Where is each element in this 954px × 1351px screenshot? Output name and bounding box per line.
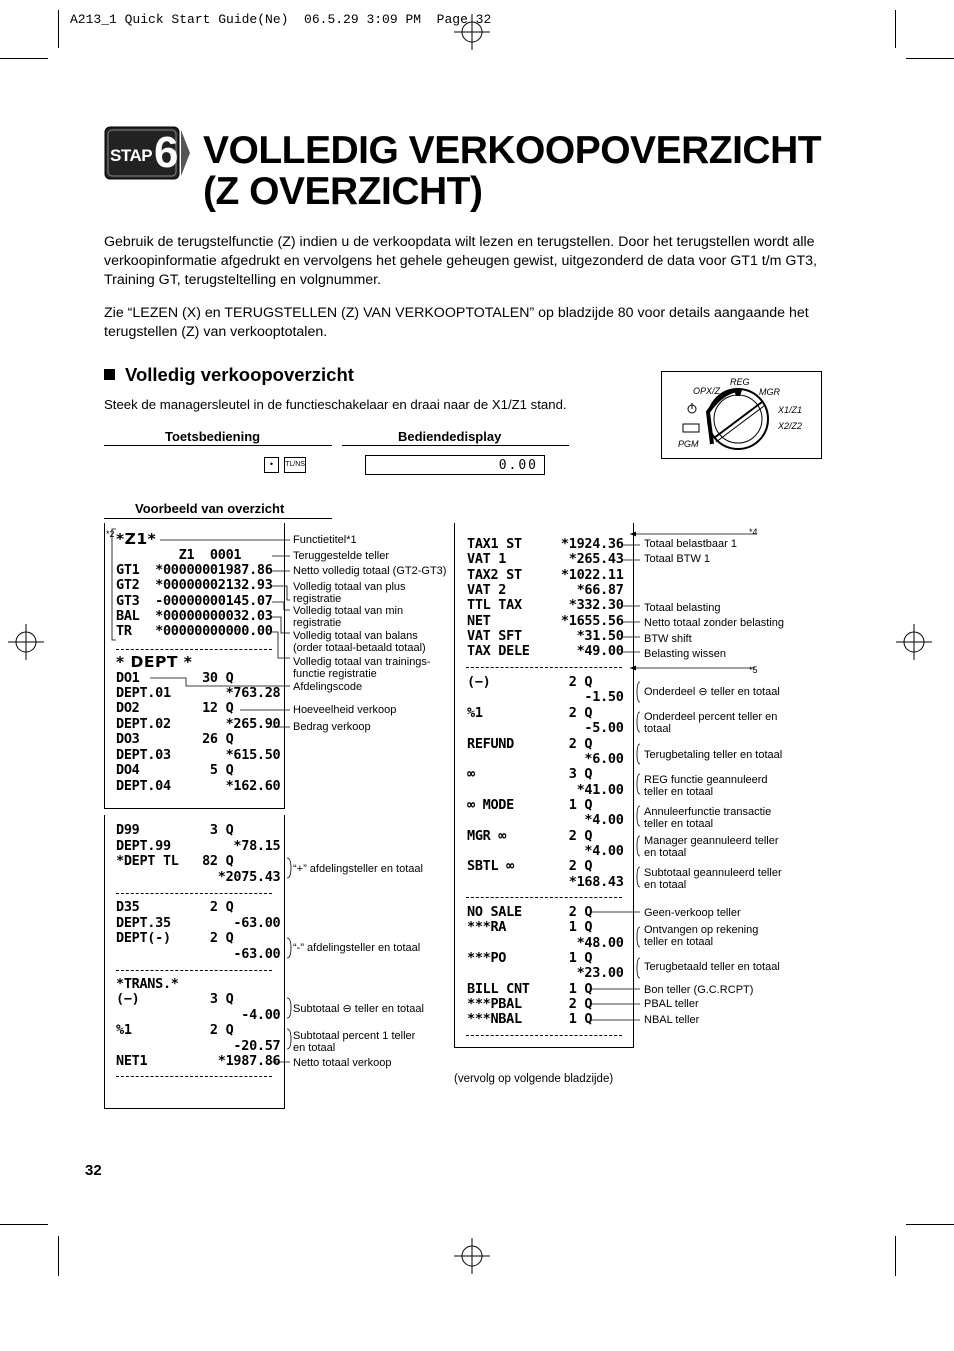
receipt-line: %1 2 Q [116,1022,234,1038]
note-line: totaal [644,723,671,735]
receipt-line: -5.00 [467,720,624,736]
receipt-line: -4.00 [116,1007,281,1023]
note-line: Volledig totaal van plus [293,581,406,593]
receipt-line: *DEPT TL 82 Q [116,853,234,869]
instruction-text: Steek de managersleutel in de functieschakelaar en draai naar de X1/Z1 stand. [104,397,567,412]
note-plus-dept: “+” afdelingsteller en totaal [293,863,423,875]
receipt-line: VAT SFT *31.50 [467,628,624,644]
receipt-line: MGR ∞ 2 Q [467,828,593,844]
receipt-line: SBTL ∞ 2 Q [467,858,593,874]
receipt-line: *41.00 [467,782,624,798]
note-item-percent [644,711,777,735]
note-item-minus: Onderdeel ⊖ teller en totaal [644,686,780,698]
receipt-line: NO SALE 2 Q [467,904,593,920]
receipt-line: GT2 *00000002132.93 [116,577,273,593]
receipt-line: DEPT.99 *78.15 [116,838,281,854]
note-net-total: Netto totaal verkoop [293,1057,392,1069]
note-line: Manager geannuleerd teller [644,835,779,847]
note-paid-out: Terugbetaald teller en totaal [644,961,780,973]
key-tlns: TL/NS [284,457,306,473]
receipt-line: DEPT.01 *763.28 [116,685,281,701]
receipt-line: TR *00000000000.00 [116,623,273,639]
receipt-line: D35 2 Q [116,899,234,915]
note-line: en totaal [293,1042,336,1054]
note-total-tax: Totaal belasting [644,602,721,614]
note-vat-1: Totaal BTW 1 [644,553,711,565]
receipt-line: TTL TAX *332.30 [467,597,624,613]
receipt-line: ***PO 1 Q [467,950,593,966]
note-line: Ontvangen op rekening [644,924,759,936]
note-nbal: NBAL teller [644,1014,700,1026]
note-subtotal-void [644,867,782,891]
note-line: Volledig totaal van balans [293,630,418,642]
mode-x1z1: X1/Z1 [778,405,803,415]
receipt-line: DEPT.35 -63.00 [116,915,281,931]
receipt-line: ∞ MODE 1 Q [467,797,593,813]
note-no-sale: Geen-verkoop teller [644,907,741,919]
receipt-line: * DEPT * [116,653,193,671]
receipt-line: D99 3 Q [116,822,234,838]
note-line: Onderdeel percent teller en [644,711,778,723]
note-subtotal-minus: Subtotaal ⊖ teller en totaal [293,1003,424,1015]
footnote-5: *5 [749,665,758,675]
receipt-line: ∞ 3 Q [467,766,593,782]
note-line: Subtotaal percent 1 teller [293,1030,416,1042]
note-manager-void [644,835,779,859]
mode-x2z2: X2/Z2 [778,421,803,431]
receipt-line: TAX2 ST *1022.11 [467,567,624,583]
note-line: Volledig totaal van min [293,605,404,617]
receipt-line: TAX DELE *49.00 [467,643,624,659]
receipt-line: VAT 2 *66.87 [467,582,624,598]
note-vat-shift: BTW shift [644,633,692,645]
note-line: en totaal [644,847,687,859]
receipt-line: REFUND 2 Q [467,736,593,752]
note-line: functie registratie [293,668,377,680]
receipt-line: DEPT.03 *615.50 [116,747,281,763]
receipt-line: BAL *00000000032.03 [116,608,273,624]
note-taxable-1: Totaal belastbaar 1 [644,538,737,550]
note-gt-plus [293,581,406,605]
col-keys-label: Toetsbediening [165,429,261,444]
note-received-on-account [644,924,758,948]
receipt-line: NET1 *1987.86 [116,1053,281,1069]
receipt-line: DO1 30 Q [116,670,234,686]
page-number: 32 [85,1162,102,1179]
note-gt-minus [293,605,403,629]
note-line: en totaal [644,879,687,891]
note-gt-balance [293,630,426,654]
intro-paragraph-2: Zie “LEZEN (X) en TERUGSTELLEN (Z) VAN VERKOOPTOTALEN” op bladzijde 80 voor details aangaande het terugstellen (Z) van verkooptotalen. [104,305,809,340]
footnote-mark: *2 [106,529,115,539]
footnote-4: *4 [749,527,758,537]
receipt-line: (−) 3 Q [116,991,234,1007]
mode-reg: REG [730,377,750,387]
receipt-line: DEPT.04 *162.60 [116,778,281,794]
note-amount: Bedrag verkoop [293,721,371,733]
note-line: Annuleerfunctie transactie [644,806,772,818]
example-label: Voorbeeld van overzicht [135,501,285,516]
receipt-line: *168.43 [467,874,624,890]
receipt-line: DEPT.02 *265.90 [116,716,281,732]
note-subtotal-percent [293,1030,415,1054]
intro-paragraph-1: Gebruik de terugstelfunctie (Z) indien u de verkoopdata wilt lezen en terugstellen. Door het terugstellen wordt alle verkoopinformatie afgedrukt en vervolgens het gehele geheugen gewist, uitgezonderd de data voor GT1 t/m GT3, Training GT, terugsteltelling en volgnummer. [104,234,817,288]
note-line: REG functie geannuleerd [644,774,768,786]
receipt-line: ***PBAL 2 Q [467,996,593,1012]
note-line: teller en totaal [644,818,714,830]
step-number: 6 [154,128,179,177]
note-pbal: PBAL teller [644,998,699,1010]
mode-mgr: MGR [759,387,780,397]
receipt-line: DO2 12 Q [116,700,234,716]
title-line-1: VOLLEDIG VERKOOPOVERZICHT [203,129,822,172]
note-line: teller en totaal [644,786,714,798]
note-line: Subtotaal geannuleerd teller [644,867,782,879]
note-net-grand-total: Netto volledig totaal (GT2-GT3) [293,565,447,577]
receipt-line: BILL CNT 1 Q [467,981,593,997]
receipt-line: DO3 26 Q [116,731,234,747]
note-quantity: Hoeveelheid verkoop [293,704,397,716]
receipt-line: ***RA 1 Q [467,919,593,935]
receipt-line: DO4 5 Q [116,762,234,778]
receipt-line: (−) 2 Q [467,674,593,690]
note-minus-dept: “-” afdelingsteller en totaal [293,942,421,954]
title-line-2: (Z OVERZICHT) [203,170,483,213]
receipt-line: *2075.43 [116,869,281,885]
receipt-line: *Z1* [116,530,157,548]
receipt-line: *23.00 [467,965,624,981]
note-line: registratie [293,617,342,629]
receipt-line: -63.00 [116,946,281,962]
mode-pgm: PGM [678,439,699,449]
receipt-line: %1 2 Q [467,705,593,721]
receipt-line: *48.00 [467,935,624,951]
note-bill-count: Bon teller (G.C.RCPT) [644,984,754,996]
note-void-transaction [644,806,771,830]
continued-note: (vervolg op volgende bladzijde) [454,1073,614,1085]
note-refund: Terugbetaling teller en totaal [644,749,783,761]
note-line: Volledig totaal van trainings- [293,656,431,668]
receipt-line: *4.00 [467,843,624,859]
col-display-label: Bediendedisplay [398,429,502,444]
note-net-no-tax: Netto totaal zonder belasting [644,617,785,629]
receipt-line: *4.00 [467,812,624,828]
note-gt-training [293,656,431,680]
key-dot: • [264,457,279,473]
note-line: (order totaal-betaald totaal) [293,642,426,654]
receipt-line: *6.00 [467,751,624,767]
operator-display: 0.00 [365,455,545,475]
receipt-line: Z1 0001 [116,547,242,563]
receipt-line: GT1 *00000001987.86 [116,562,273,578]
receipt-line: -1.50 [467,689,624,705]
receipt-line: *TRANS.* [116,976,179,992]
note-line: registratie [293,593,342,605]
note-tax-delete: Belasting wissen [644,648,726,660]
receipt-line: TAX1 ST *1924.36 [467,536,624,552]
note-dept-code: Afdelingscode [293,681,363,693]
note-reset-counter: Teruggestelde teller [293,550,390,562]
receipt-line: GT3 -00000000145.07 [116,593,273,609]
print-header: A213_1 Quick Start Guide(Ne) 06.5.29 3:09 PM Page 32 [70,12,492,27]
receipt-line: VAT 1 *265.43 [467,551,624,567]
receipt-line: NET *1655.56 [467,613,624,629]
note-line: teller en totaal [644,936,714,948]
receipt-line: -20.57 [116,1038,281,1054]
note-reg-void [644,774,768,798]
receipt-line: DEPT(-) 2 Q [116,930,234,946]
mode-opxz: OPX/Z [693,386,721,396]
receipt-line: ***NBAL 1 Q [467,1011,593,1027]
section-title: Volledig verkoopoverzicht [125,364,354,385]
note-function-title: Functietitel*1 [293,534,357,546]
step-label: STAP [110,146,153,165]
